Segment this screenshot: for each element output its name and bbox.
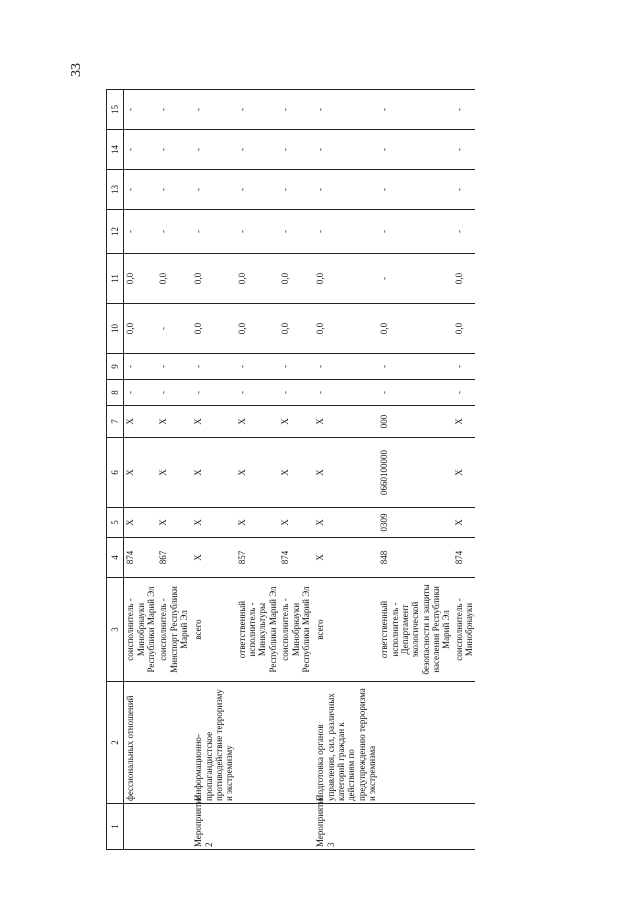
table-cell: 0,0 <box>312 304 378 354</box>
table-cell: Х <box>157 438 190 508</box>
table-cell: 0,0 <box>312 254 378 304</box>
table-cell: - <box>124 90 158 130</box>
table-cell: - <box>190 130 235 170</box>
table-cell: 0,0 <box>236 304 279 354</box>
table-cell: Х <box>279 406 312 438</box>
column-header-11: 11 <box>107 254 124 304</box>
table-cell <box>157 682 190 804</box>
table-cell: - <box>157 90 190 130</box>
table-cell: Х <box>157 406 190 438</box>
page-number: 33 <box>69 63 84 77</box>
table-cell: соисполнитель - Минобрнауки Республики Марий Эл <box>124 578 158 682</box>
table-cell: Мероприятие 2 <box>190 804 235 850</box>
table-cell: - <box>236 380 279 406</box>
table-cell: - <box>236 130 279 170</box>
table-cell: 0,0 <box>279 254 312 304</box>
column-header-9: 9 <box>107 354 124 380</box>
table-cell: - <box>378 130 452 170</box>
table-cell: Х <box>236 406 279 438</box>
table-cell: - <box>279 90 312 130</box>
column-header-1: 1 <box>107 804 124 850</box>
table-cell: 867 <box>157 538 190 578</box>
table-cell: - <box>378 254 452 304</box>
table-cell: - <box>157 354 190 380</box>
table-cell: 000 <box>378 406 452 438</box>
table-row <box>312 90 378 850</box>
table-cell: - <box>453 380 476 406</box>
table-cell <box>453 682 476 804</box>
table-cell: Х <box>453 508 476 538</box>
table-cell: 0,0 <box>279 304 312 354</box>
table-cell: фессиональных отношений <box>124 682 158 804</box>
table-cell: всего <box>312 578 378 682</box>
column-header-15: 15 <box>107 90 124 130</box>
table-cell: Х <box>236 508 279 538</box>
table-cell: - <box>190 170 235 210</box>
table-cell: 0,0 <box>124 304 158 354</box>
column-header-2: 2 <box>107 682 124 804</box>
column-header-10: 10 <box>107 304 124 354</box>
column-header-7: 7 <box>107 406 124 438</box>
table-row <box>236 90 279 850</box>
column-header-8: 8 <box>107 380 124 406</box>
table-cell: - <box>157 210 190 254</box>
table-cell: 874 <box>453 538 476 578</box>
table-cell: - <box>312 380 378 406</box>
table-cell: - <box>190 90 235 130</box>
table-cell: 0,0 <box>453 254 476 304</box>
table-cell <box>157 804 190 850</box>
table-cell: - <box>157 130 190 170</box>
table-cell: 848 <box>378 538 452 578</box>
table-cell: Подготовка органов управления, сил, различных категорий граждан к действиям по предупреждению терроризма и экстремизма <box>312 682 378 804</box>
table-cell: - <box>453 130 476 170</box>
table-cell: Мероприятие 3 <box>312 804 378 850</box>
table-cell: - <box>378 90 452 130</box>
table-cell: - <box>312 170 378 210</box>
table-cell: - <box>236 90 279 130</box>
table-cell: - <box>157 380 190 406</box>
table-cell: Х <box>157 508 190 538</box>
table-cell: 0,0 <box>124 254 158 304</box>
table-cell: Х <box>190 438 235 508</box>
table-cell: - <box>279 210 312 254</box>
table-cell: - <box>236 210 279 254</box>
table-cell: ответственный исполнитель - Минкультуры Республики Марий Эл <box>236 578 279 682</box>
table-cell: Х <box>312 406 378 438</box>
table-cell: Х <box>124 406 158 438</box>
table-row <box>124 90 158 850</box>
table-cell: - <box>157 304 190 354</box>
table-cell: Х <box>312 538 378 578</box>
table-cell: Х <box>124 438 158 508</box>
table-cell: - <box>312 354 378 380</box>
table-cell <box>124 804 158 850</box>
document-table-container <box>106 90 559 850</box>
table-cell: Х <box>124 508 158 538</box>
table-cell: 0,0 <box>236 254 279 304</box>
column-header-14: 14 <box>107 130 124 170</box>
table-cell: 0,0 <box>190 304 235 354</box>
table-cell: 0,0 <box>378 304 452 354</box>
table-cell: 0309 <box>378 508 452 538</box>
table-cell <box>453 804 476 850</box>
table-cell: Информационно-пропагандистское противодействие терроризму и экстремизму <box>190 682 235 804</box>
table-cell: - <box>157 170 190 210</box>
table-cell: - <box>236 354 279 380</box>
table-row <box>453 90 476 850</box>
table-cell: 0,0 <box>157 254 190 304</box>
table-row <box>190 90 235 850</box>
table-cell: 874 <box>279 538 312 578</box>
table-row <box>378 90 452 850</box>
table-cell: соисполнитель - Минобрнауки <box>453 578 476 682</box>
table-cell: 0,0 <box>190 254 235 304</box>
table-cell <box>279 682 312 804</box>
table-cell: - <box>312 130 378 170</box>
table-cell: Х <box>453 406 476 438</box>
table-cell: - <box>190 210 235 254</box>
table-cell <box>236 682 279 804</box>
column-header-3: 3 <box>107 578 124 682</box>
table-cell: - <box>190 380 235 406</box>
table-row <box>279 90 312 850</box>
table-cell: Х <box>312 438 378 508</box>
table-cell: - <box>378 210 452 254</box>
table-cell: - <box>279 380 312 406</box>
table-cell: - <box>378 380 452 406</box>
table-cell: Х <box>279 508 312 538</box>
table-cell: всего <box>190 578 235 682</box>
column-header-4: 4 <box>107 538 124 578</box>
table-cell: - <box>190 354 235 380</box>
table-cell <box>279 804 312 850</box>
table-cell: Х <box>190 508 235 538</box>
table-cell: - <box>378 354 452 380</box>
table-row <box>157 90 190 850</box>
budget-table <box>106 89 475 850</box>
table-cell: - <box>279 130 312 170</box>
table-cell: Х <box>453 438 476 508</box>
table-cell: - <box>312 90 378 130</box>
table-cell: 857 <box>236 538 279 578</box>
column-number-row <box>107 90 124 850</box>
table-cell <box>236 804 279 850</box>
table-cell: - <box>453 354 476 380</box>
column-header-13: 13 <box>107 170 124 210</box>
table-cell <box>378 682 452 804</box>
table-cell: - <box>378 170 452 210</box>
table-cell: - <box>124 210 158 254</box>
table-cell: - <box>124 380 158 406</box>
table-cell: - <box>312 210 378 254</box>
table-cell: - <box>124 354 158 380</box>
table-cell: - <box>453 90 476 130</box>
table-cell: - <box>124 130 158 170</box>
table-cell: Х <box>312 508 378 538</box>
table-cell: - <box>453 210 476 254</box>
table-cell: - <box>279 170 312 210</box>
table-cell: Х <box>279 438 312 508</box>
table-cell: 0660100000 <box>378 438 452 508</box>
table-cell: соисполнитель - Минспорт Республики Марий Эл <box>157 578 190 682</box>
table-cell: 0,0 <box>453 304 476 354</box>
table-cell: соисполнитель - Минобрнауки Республики Марий Эл <box>279 578 312 682</box>
table-cell: - <box>453 170 476 210</box>
table-cell <box>378 804 452 850</box>
column-header-5: 5 <box>107 508 124 538</box>
column-header-12: 12 <box>107 210 124 254</box>
column-header-6: 6 <box>107 438 124 508</box>
table-cell: Х <box>236 438 279 508</box>
table-cell: Х <box>190 406 235 438</box>
table-cell: 874 <box>124 538 158 578</box>
table-cell: - <box>279 354 312 380</box>
table-cell: ответственный исполнитель - Департамент экологической безопасности и защиты населения Республики Марий Эл <box>378 578 452 682</box>
table-cell: - <box>124 170 158 210</box>
table-body <box>124 90 476 850</box>
table-cell: - <box>236 170 279 210</box>
table-cell: Х <box>190 538 235 578</box>
